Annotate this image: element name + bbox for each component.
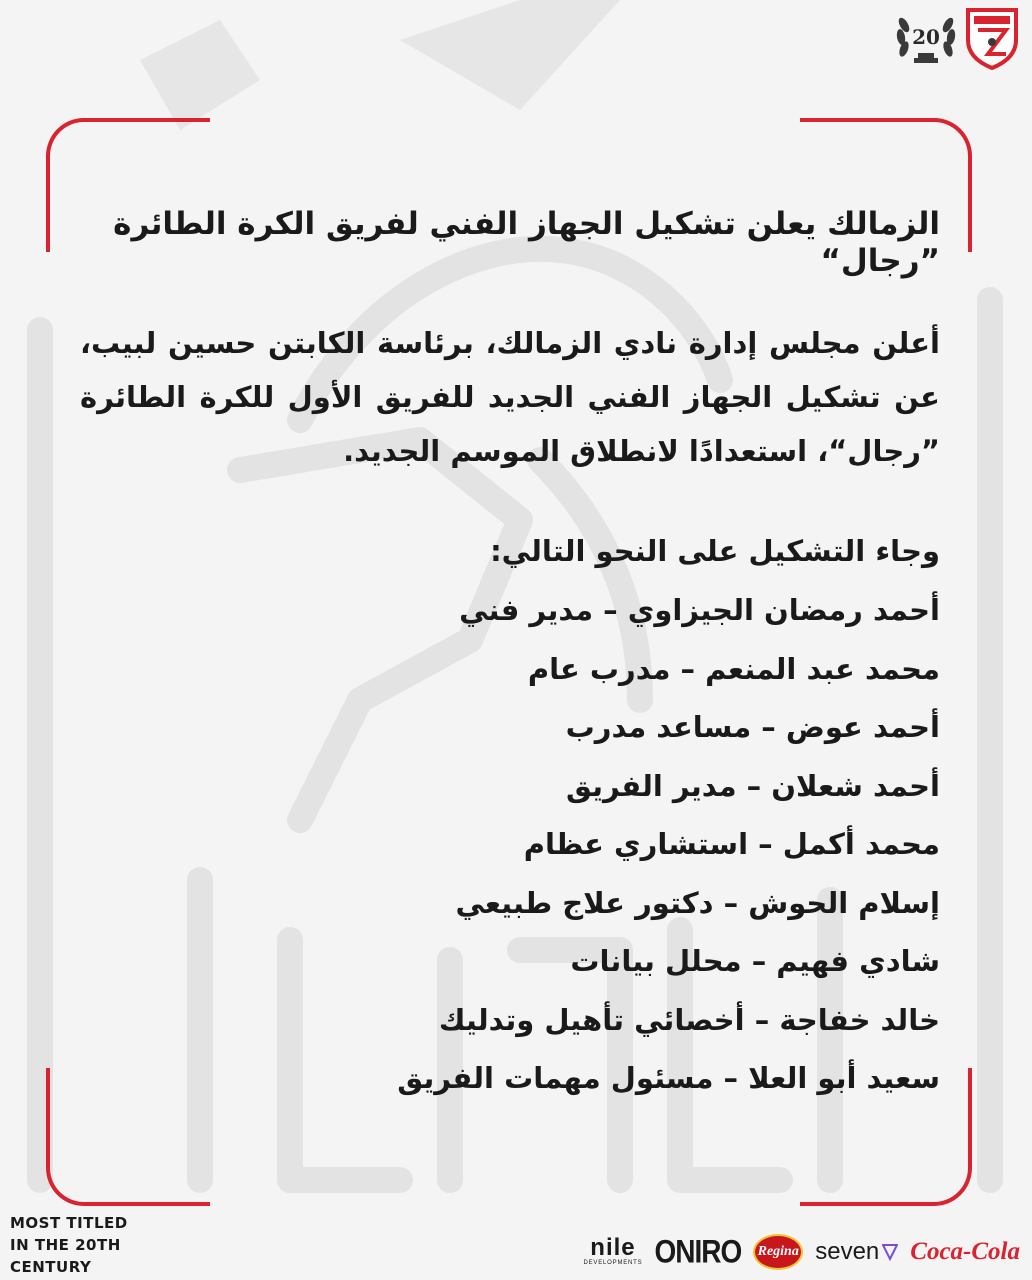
staff-item: شادي فهيم – محلل بيانات — [570, 944, 940, 978]
sponsor-seven-logo — [815, 1238, 898, 1266]
sponsor-regina-logo: Regina — [753, 1234, 803, 1270]
sponsor-nile-subtitle: DEVELOPMENTS — [583, 1260, 643, 1266]
staff-item: خالد خفاجة – أخصائي تأهيل وتدليك — [438, 1002, 940, 1037]
laurel-wreath-icon — [894, 9, 958, 67]
post-title: الزمالك يعلن تشكيل الجهاز الفني لفريق الكرة الطائرة ”رجال“ — [113, 206, 940, 280]
anniversary-badge-text: 20 — [912, 25, 940, 49]
tagline-line: IN THE 20TH — [10, 1236, 121, 1254]
sponsor-nile-name: nile — [590, 1234, 636, 1261]
staff-item: أحمد رمضان الجيزاوي – مدير فني — [459, 593, 940, 627]
staff-item: أحمد عوض – مساعد مدرب — [565, 710, 940, 744]
post-intro: أعلن مجلس إدارة نادي الزمالك، برئاسة الكابتن حسين لبيب، عن تشكيل الجهاز الفني الجديد للفريق الأول للكرة الطائرة ”رجال“، استعدادًا لانطلاق الموسم الجديد. — [80, 326, 940, 468]
staff-item: سعيد أبو العلا – مسئول مهمات الفريق — [397, 1061, 940, 1095]
sponsor-seven-name: seven — [815, 1238, 880, 1265]
sponsor-strip — [584, 1230, 1021, 1274]
staff-item: أحمد شعلان – مدير الفريق — [566, 768, 940, 803]
staff-intro-line: وجاء التشكيل على النحو التالي: — [490, 534, 940, 568]
sponsor-nile-logo — [583, 1234, 643, 1267]
staff-item: إسلام الحوش – دكتور علاج طبيعي — [455, 885, 940, 920]
tagline-line: CENTURY — [10, 1258, 92, 1276]
header-logos — [894, 6, 1020, 70]
sponsor-oniro-logo: ONIRO — [654, 1233, 742, 1270]
seven-triangle-icon — [882, 1243, 898, 1261]
staff-list — [80, 582, 940, 1109]
club-tagline — [10, 1212, 128, 1278]
staff-item: محمد عبد المنعم – مدرب عام — [527, 651, 940, 686]
zamalek-crest-icon — [964, 6, 1020, 70]
tagline-line: MOST TITLED — [10, 1214, 128, 1232]
staff-item: محمد أكمل – استشاري عظام — [523, 827, 940, 861]
sponsor-coca-cola-logo: Coca-Cola — [910, 1238, 1020, 1265]
